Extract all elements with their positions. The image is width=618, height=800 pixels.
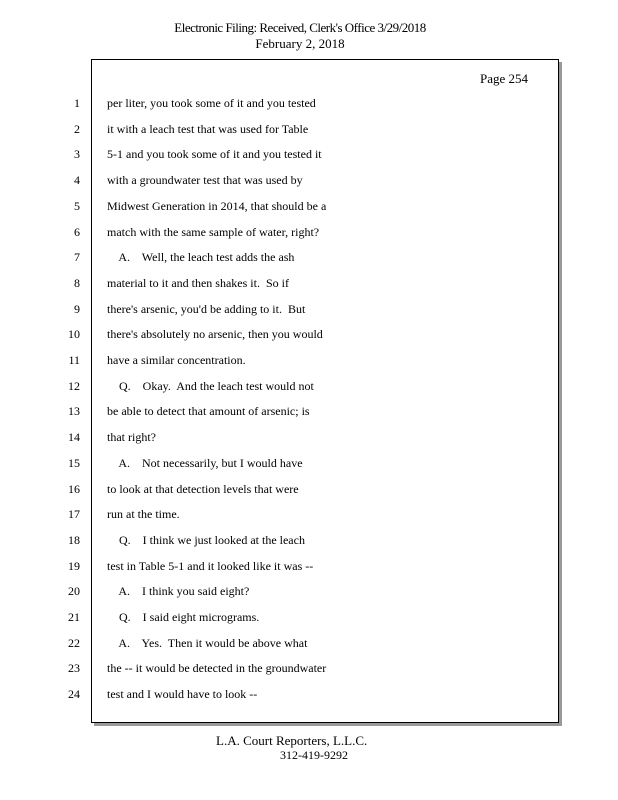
- transcript-line: [0, 222, 618, 242]
- transcript-line: [0, 658, 618, 678]
- transcript-line: [0, 530, 618, 550]
- header-date: February 2, 2018: [255, 36, 345, 51]
- line-text: material to it and then shakes it. So if: [107, 275, 289, 290]
- line-number: 7: [74, 250, 80, 265]
- transcript-line: [0, 633, 618, 653]
- line-text: A. Yes. Then it would be above what: [107, 635, 308, 650]
- transcript-line: [0, 556, 618, 576]
- line-number: 23: [68, 661, 80, 676]
- line-text: test in Table 5-1 and it looked like it was --: [107, 558, 314, 573]
- line-text: to look at that detection levels that were: [107, 481, 299, 496]
- line-number: 1: [74, 96, 80, 110]
- line-number: 9: [74, 301, 80, 316]
- line-text: Midwest Generation in 2014, that should be a: [107, 198, 327, 213]
- line-text: run at the time.: [107, 507, 180, 522]
- transcript-line: [0, 479, 618, 499]
- line-text: test and I would have to look --: [107, 687, 258, 702]
- line-number: 14: [68, 430, 80, 445]
- transcript-line: [0, 196, 618, 216]
- transcript-line: [0, 93, 618, 113]
- line-text: match with the same sample of water, right?: [107, 224, 320, 239]
- line-number: 10: [68, 327, 80, 342]
- line-text: it with a leach test that was used for Table: [107, 121, 309, 136]
- transcript-line: [0, 350, 618, 370]
- footer-phone: 312-419-9292: [280, 748, 348, 762]
- line-number: 24: [68, 687, 80, 702]
- line-number: 18: [68, 532, 80, 547]
- line-text: Q. Okay. And the leach test would not: [107, 378, 314, 393]
- transcript-line: [0, 376, 618, 396]
- line-number: 6: [74, 224, 80, 239]
- line-text: with a groundwater test that was used by: [107, 173, 303, 188]
- line-text: Q. I think we just looked at the leach: [107, 532, 305, 547]
- line-number: 22: [68, 635, 80, 650]
- transcript-line: [0, 607, 618, 627]
- transcript-line: [0, 504, 618, 524]
- line-text: per liter, you took some of it and you tested: [107, 96, 316, 110]
- transcript-line: [0, 144, 618, 164]
- line-number: 8: [74, 275, 80, 290]
- line-number: 15: [68, 455, 80, 470]
- filing-stamp: Electronic Filing: Received, Clerk's Office 3/29/2018: [174, 20, 426, 35]
- line-text: the -- it would be detected in the groundwater: [107, 661, 327, 676]
- transcript-line: [0, 324, 618, 344]
- transcript-line: [0, 684, 618, 704]
- transcript-line: [0, 427, 618, 447]
- line-number: 16: [68, 481, 80, 496]
- line-text: be able to detect that amount of arsenic; is: [107, 404, 310, 419]
- line-text: Q. I said eight micrograms.: [107, 610, 260, 624]
- line-number: 11: [68, 353, 80, 367]
- line-number: 17: [68, 507, 80, 522]
- transcript-line: [0, 299, 618, 319]
- line-number: 12: [68, 378, 80, 393]
- line-text: there's arsenic, you'd be adding to it. But: [107, 301, 306, 316]
- line-number: 2: [74, 121, 80, 136]
- line-number: 5: [74, 198, 80, 213]
- line-text: A. Not necessarily, but I would have: [107, 455, 303, 470]
- line-number: 4: [74, 173, 80, 188]
- line-text: there's absolutely no arsenic, then you would: [107, 327, 323, 342]
- line-text: A. Well, the leach test adds the ash: [107, 250, 295, 265]
- footer-reporter: L.A. Court Reporters, L.L.C.: [216, 733, 368, 748]
- line-text: 5-1 and you took some of it and you tested it: [107, 147, 322, 162]
- transcript-line: [0, 453, 618, 473]
- transcript-line: [0, 119, 618, 139]
- line-number: 21: [68, 610, 80, 624]
- line-number: 3: [74, 147, 80, 162]
- line-text: A. I think you said eight?: [107, 584, 250, 599]
- page-number: Page 254: [480, 71, 529, 86]
- line-text: that right?: [107, 430, 156, 445]
- transcript-line: [0, 581, 618, 601]
- transcript-line: [0, 170, 618, 190]
- line-number: 20: [68, 584, 80, 599]
- line-number: 19: [68, 558, 80, 573]
- transcript-line: [0, 401, 618, 421]
- line-number: 13: [68, 404, 80, 419]
- line-text: have a similar concentration.: [107, 353, 246, 367]
- transcript-line: [0, 247, 618, 267]
- transcript-line: [0, 273, 618, 293]
